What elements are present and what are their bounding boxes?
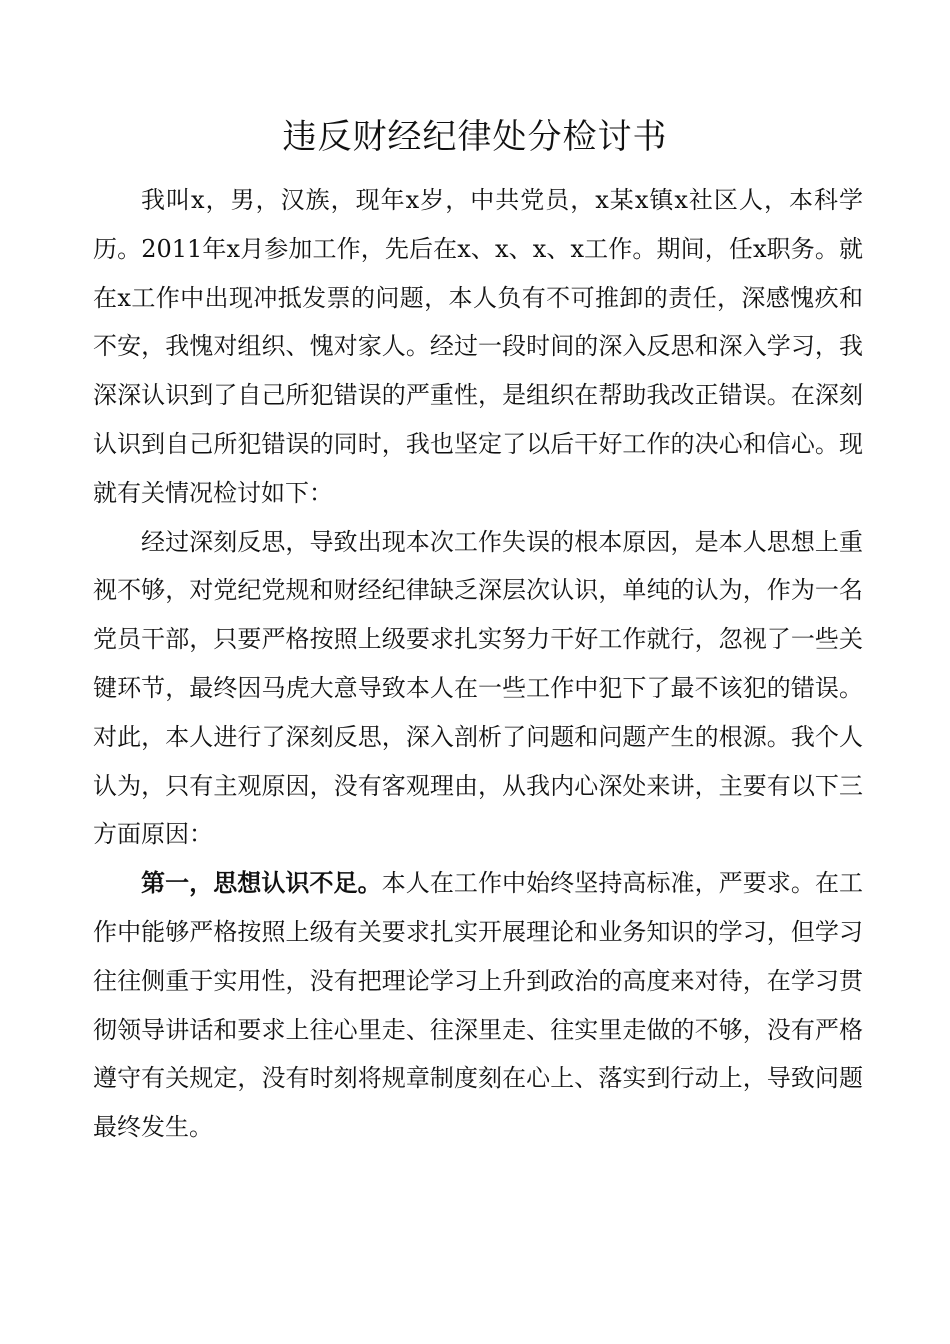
paragraph-reason-one xyxy=(93,859,863,1152)
document-title: 违反财经纪律处分检讨书 xyxy=(282,117,668,157)
paragraph-reflection xyxy=(93,518,863,860)
paragraph-text: 我叫x，男，汉族，现年x岁，中共党员，x某x镇x社区人，本科学历。2011年x月参加工作，先后在x、x、x、x工作。期间，任x职务。就在x工作中出现冲抵发票的问题，本人负有不可推卸的责任，深感愧疚和不安，我愧对组织、愧对家人。经过一段时间的深入反思和深入学习，我深深认识到了自己所犯错误的严重性，是组织在帮助我改正错误。在深刻认识到自己所犯错误的同时，我也坚定了以后干好工作的决心和信心。现就有关情况检讨如下： xyxy=(93,186,863,507)
paragraph-personal-info xyxy=(93,176,863,518)
paragraph-lead-heading: 第一，思想认识不足。 xyxy=(141,869,382,898)
paragraph-text: 经过深刻反思，导致出现本次工作失误的根本原因，是本人思想上重视不够，对党纪党规和财经纪律缺乏深层次认识，单纯的认为，作为一名党员干部，只要严格按照上级要求扎实努力干好工作就行，忽视了一些关键环节，最终因马虎大意导致本人在一些工作中犯下了最不该犯的错误。对此，本人进行了深刻反思，深入剖析了问题和问题产生的根源。我个人认为，只有主观原因，没有客观理由，从我内心深处来讲，主要有以下三方面原因： xyxy=(93,527,863,849)
document-body xyxy=(93,176,863,1152)
paragraph-text: 本人在工作中始终坚持高标准，严要求。在工作中能够严格按照上级有关要求扎实开展理论和业务知识的学习，但学习往往侧重于实用性，没有把理论学习上升到政治的高度来对待，在学习贯彻领导讲话和要求上往心里走、往深里走、往实里走做的不够，没有严格遵守有关规定，没有时刻将规章制度刻在心上、落实到行动上，导致问题最终发生。 xyxy=(93,869,864,1142)
